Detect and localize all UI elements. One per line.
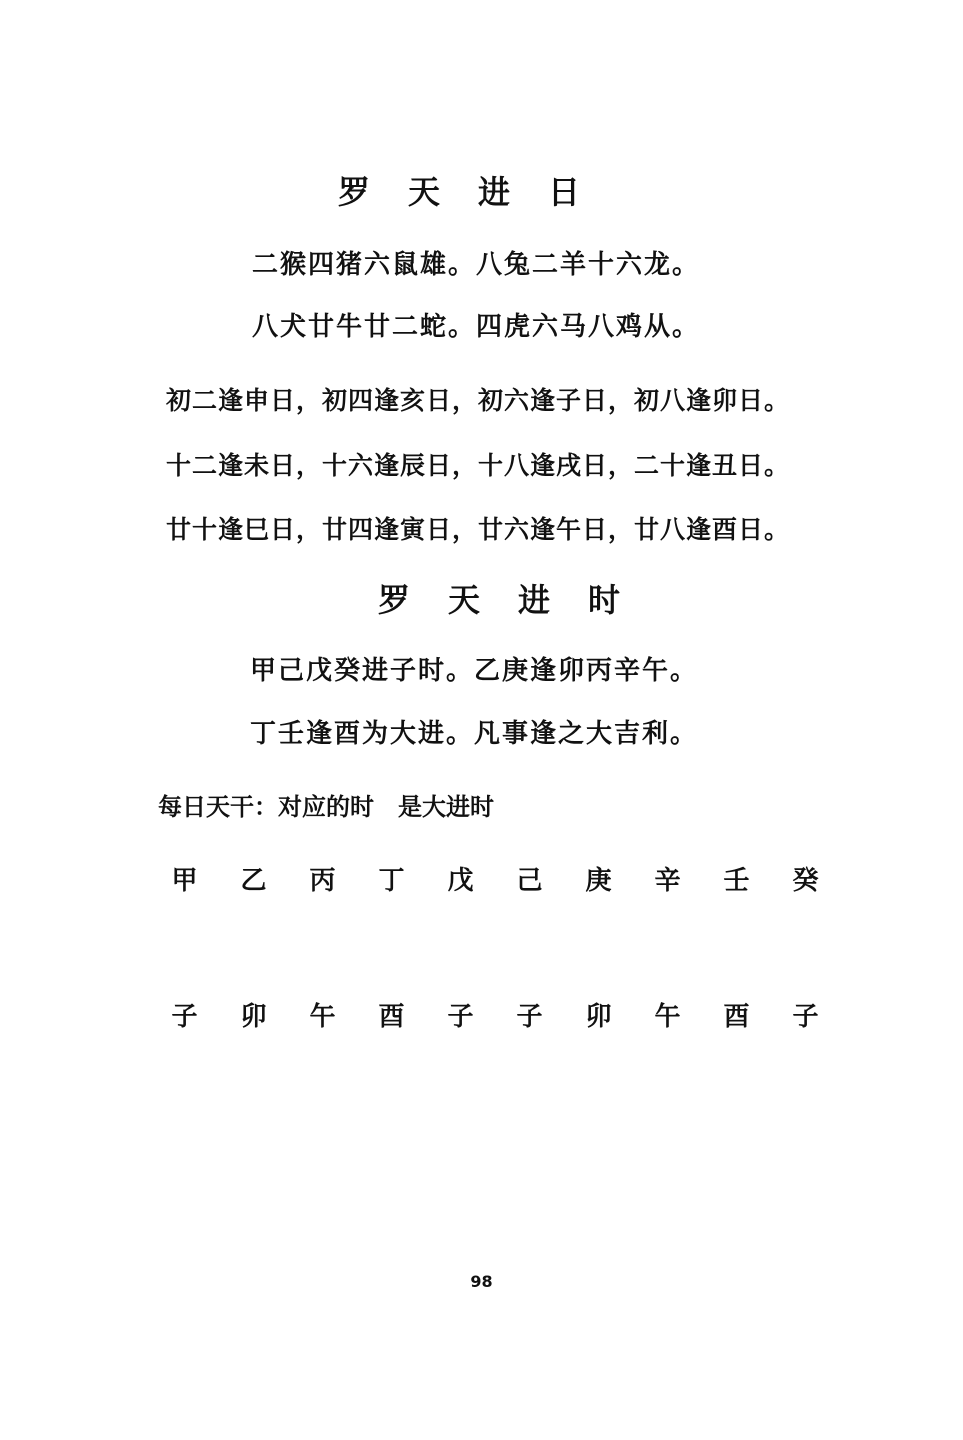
hour-cell: 酉	[378, 1002, 405, 1032]
section-title-luotian-jinshi: 罗天进时	[378, 581, 659, 619]
stem-cell: 己	[516, 866, 543, 896]
rule-line-2: 十二逢未日，十六逢辰日，十八逢戌日，二十逢丑日。	[166, 451, 791, 480]
stem-cell: 壬	[723, 866, 750, 896]
verse-line-2: 八犬廿牛廿二蛇。四虎六马八鸡从。	[252, 312, 701, 342]
hour-cell: 酉	[723, 1002, 750, 1032]
hour-cell: 卯	[240, 1002, 267, 1032]
stem-cell: 庚	[585, 866, 612, 896]
stem-cell: 辛	[654, 866, 681, 896]
earthly-branch-hours-row	[150, 1004, 840, 1030]
hour-cell: 子	[792, 1002, 819, 1032]
page-number: 98	[470, 1272, 493, 1291]
hour-cell: 午	[309, 1002, 336, 1032]
note-line: 每日天干：对应的时 是大进时	[158, 793, 494, 821]
stem-cell: 癸	[792, 866, 819, 896]
heavenly-stems-row	[150, 868, 840, 894]
section-title-luotian-jinri: 罗天进日	[338, 173, 619, 211]
verse-line-4: 丁壬逢酉为大进。凡事逢之大吉利。	[250, 719, 699, 749]
hour-cell: 子	[171, 1002, 198, 1032]
stem-cell: 乙	[240, 866, 267, 896]
verse-line-1: 二猴四猪六鼠雄。八兔二羊十六龙。	[252, 250, 701, 280]
stem-cell: 戊	[447, 866, 474, 896]
hour-cell: 子	[447, 1002, 474, 1032]
hour-cell: 子	[516, 1002, 543, 1032]
rule-line-1: 初二逢申日，初四逢亥日，初六逢子日，初八逢卯日。	[166, 386, 791, 415]
verse-line-3: 甲己戊癸进子时。乙庚逢卯丙辛午。	[250, 656, 699, 686]
stem-cell: 甲	[171, 866, 198, 896]
hour-cell: 午	[654, 1002, 681, 1032]
rule-line-3: 廿十逢巳日，廿四逢寅日，廿六逢午日，廿八逢酉日。	[166, 515, 791, 544]
stem-cell: 丁	[378, 866, 405, 896]
hour-cell: 卯	[585, 1002, 612, 1032]
stem-cell: 丙	[309, 866, 336, 896]
